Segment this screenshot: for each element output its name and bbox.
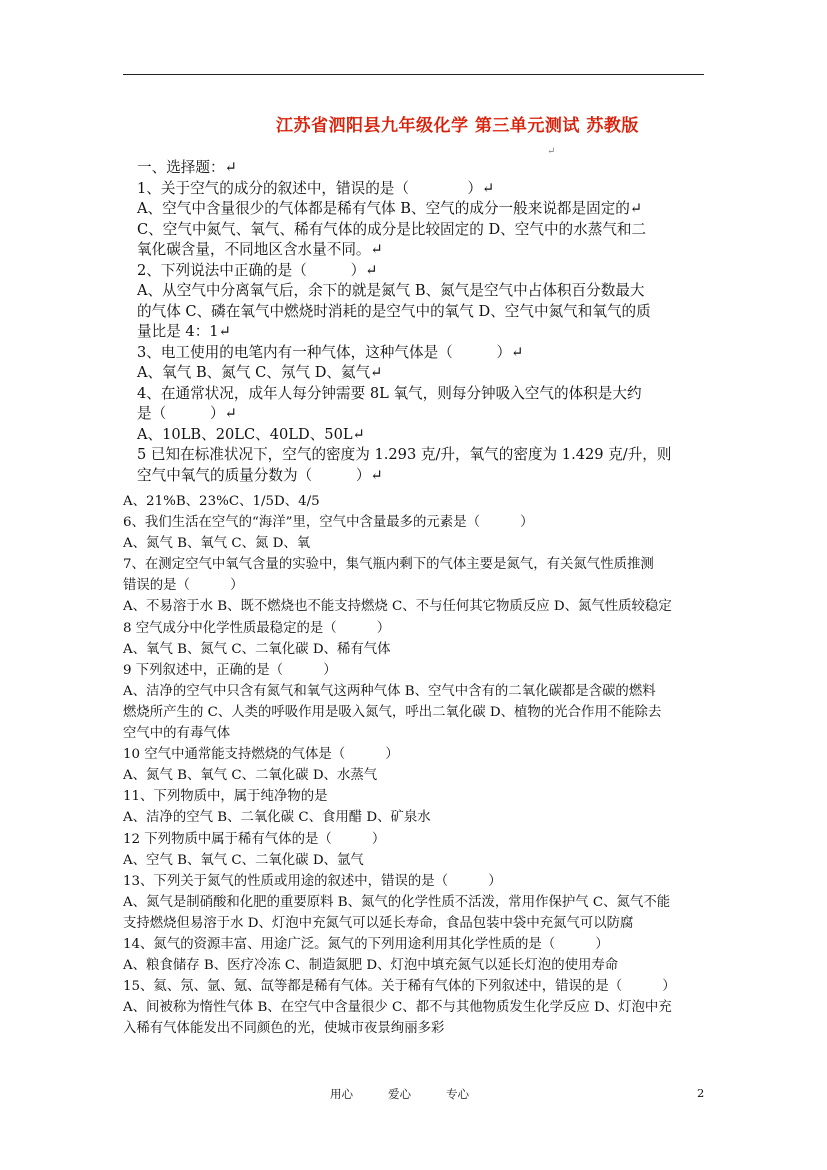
text-line: 是（ ）↵ <box>137 405 237 422</box>
header-rule <box>123 74 704 75</box>
paragraph-mark: ↵ <box>547 146 556 157</box>
text-line: 5 已知在标准状况下，空气的密度为 1.293 克/升，氧气的密度为 1.429 克/升，则 <box>137 446 672 463</box>
text-line: 支持燃烧但易溶于水 D、灯泡中充氮气可以延长寿命，食品包装中袋中充氮气可以防腐 <box>123 915 634 931</box>
text-line: 7、在测定空气中氧气含量的实验中，集气瓶内剩下的气体主要是氮气，有关氮气性质推测 <box>123 557 654 573</box>
text-line: A、氮气 B、氧气 C、氮 D、氧 <box>123 536 311 552</box>
text-line: A、氧气 B、氮气 C、氖气 D、氦气↵ <box>137 364 383 381</box>
text-line: A、洁净的空气 B、二氧化碳 C、食用醋 D、矿泉水 <box>123 810 431 826</box>
text-line: A、间被称为惰性气体 B、在空气中含量很少 C、都不与其他物质发生化学反应 D、灯泡中充 <box>123 1000 672 1016</box>
text-line: 错误的是（ ） <box>123 578 244 594</box>
text-line: 入稀有气体能发出不同颜色的光，使城市夜景绚丽多彩 <box>123 1021 445 1037</box>
text-line: 6、我们生活在空气的“海洋”里，空气中含量最多的元素是（ ） <box>123 515 534 531</box>
footer-motto-3: 专心 <box>446 1087 469 1101</box>
text-line: 一、选择题：↵ <box>137 159 237 176</box>
text-line: 12 下列物质中属于稀有气体的是（ ） <box>123 831 386 847</box>
text-line: 3、电工使用的电笔内有一种气体，这种气体是（ ）↵ <box>137 343 524 361</box>
text-line: 11、下列物质中，属于纯净物的是 <box>123 789 328 805</box>
text-line: A、粮食储存 B、医疗冷冻 C、制造氮肥 D、灯泡中填充氮气以延长灯泡的使用寿命 <box>123 958 619 974</box>
text-line: A、从空气中分离氧气后，余下的就是氮气 B、氮气是空气中占体积百分数最大 <box>137 282 645 299</box>
text-line: 空气中的有毒气体 <box>123 726 231 742</box>
text-line: A、氮气是制硝酸和化肥的重要原料 B、氮气的化学性质不活泼，常用作保护气 C、氮气不能 <box>123 894 671 910</box>
text-line: 4、在通常状况，成年人每分钟需要 8L 氧气，则每分钟吸入空气的体积是大约 <box>137 384 642 402</box>
text-line: 9 下列叙述中，正确的是（ ） <box>123 662 337 678</box>
text-line: 2、下列说法中正确的是（ ）↵ <box>137 261 378 279</box>
text-line: 氧化碳含量，不同地区含水量不同。↵ <box>137 241 383 258</box>
page-title: 江苏省泗阳县九年级化学 第三单元测试 苏教版 <box>276 116 639 136</box>
text-line: 量比是 4：1↵ <box>137 323 231 340</box>
footer-motto-1: 用心 <box>330 1087 353 1101</box>
lower-section <box>123 491 708 1039</box>
text-line: 15、氦、氖、氩、氪、氙等都是稀有气体。关于稀有气体的下列叙述中，错误的是（ ） <box>123 979 676 995</box>
text-line: C、空气中氮气、氧气、稀有气体的成分是比较固定的 D、空气中的水蒸气和二 <box>137 220 647 238</box>
text-line: A、氮气 B、氧气 C、二氧化碳 D、水蒸气 <box>123 768 378 784</box>
text-line: 1、关于空气的成分的叙述中，错误的是（ ）↵ <box>137 179 495 197</box>
text-line: 空气中氧气的质量分数为（ ）↵ <box>137 466 383 484</box>
text-line: A、洁净的空气中只含有氮气和氧气这两种气体 B、空气中含有的二氧化碳都是含碳的燃料 <box>123 683 656 699</box>
text-line: A、不易溶于水 B、既不燃烧也不能支持燃烧 C、不与任何其它物质反应 D、氮气性质较稳定 <box>123 599 672 615</box>
footer-motto-2: 爱心 <box>388 1087 411 1101</box>
text-line: A、21%B、23%C、1/5D、4/5 <box>123 494 320 509</box>
text-line: A、空气中含量很少的气体都是稀有气体 B、空气的成分一般来说都是固定的↵ <box>137 200 643 217</box>
text-line: 13、下列关于氮气的性质或用途的叙述中，错误的是（ ） <box>123 873 502 889</box>
upper-section <box>137 158 697 486</box>
text-line: 8 空气成分中化学性质最稳定的是（ ） <box>123 620 391 636</box>
text-line: 燃烧所产生的 C、人类的呼吸作用是吸入氮气，呼出二氧化碳 D、植物的光合作用不能除去 <box>123 704 662 720</box>
text-line: A、氧气 B、氮气 C、二氧化碳 D、稀有气体 <box>123 641 391 657</box>
text-line: A、空气 B、氧气 C、二氧化碳 D、氩气 <box>123 852 364 868</box>
text-line: 10 空气中通常能支持燃烧的气体是（ ） <box>123 747 399 763</box>
text-line: A、10LB、20LC、40LD、50L↵ <box>137 425 365 443</box>
text-line: 14、氮气的资源丰富、用途广泛。氮气的下列用途利用其化学性质的是（ ） <box>123 936 609 952</box>
page-number: 2 <box>697 1086 705 1100</box>
text-line: 的气体 C、磷在氧气中燃烧时消耗的是空气中的氧气 D、空气中氮气和氧气的质 <box>137 302 651 320</box>
